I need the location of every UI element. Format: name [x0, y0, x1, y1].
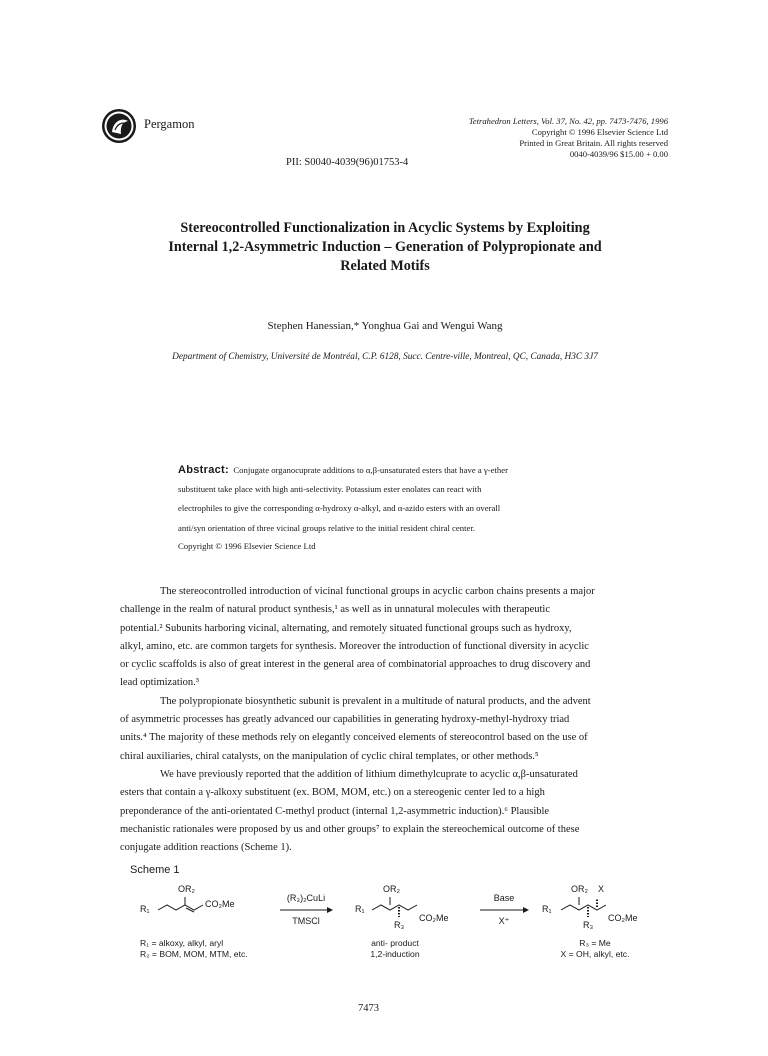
pergamon-logo-icon [101, 108, 137, 144]
abstract-label: Abstract: [178, 464, 229, 476]
page-number: 7473 [358, 1003, 379, 1014]
legend-right-line: X = OH, alkyl, etc. [560, 949, 630, 959]
body-line: The stereocontrolled introduction of vicinal functional groups in acyclic carbon chains presents a major [160, 586, 595, 597]
int-co2me-label: CO₂Me [419, 913, 449, 923]
title-line: Internal 1,2-Asymmetric Induction – Generation of Polypropionate and [168, 239, 602, 255]
abstract-line: anti/syn orientation of three vicinal groups relative to the initial resident chiral center. [178, 522, 475, 533]
abstract-line: substituent take place with high anti-selectivity. Potassium ester enolates can react with [178, 484, 482, 495]
body-text [120, 583, 680, 857]
legend-left-line: R₂ = BOM, MOM, MTM, etc. [140, 949, 248, 959]
body-line: or cyclic scaffolds is also of great interest in the general area of combinatorial approaches to drug discovery and [120, 659, 591, 671]
body-line: units.⁴ The majority of these methods rely on elegantly conceived elements of stereocontrol based on the use of [120, 732, 588, 744]
affiliation: Department of Chemistry, Université de Montréal, C.P. 6128, Succ. Centre-ville, Montreal, QC, Canada, H3C 3J7 [172, 352, 598, 362]
prod-r1-label: R₁ [542, 904, 552, 914]
article-title [100, 219, 670, 276]
prod-or2-label: OR₂ [571, 884, 588, 894]
int-r3-label: R₃ [394, 920, 405, 930]
body-line: preponderance of the anti-orientated C-methyl product (internal 1,2-asymmetric induction).⁶ Plausible [120, 805, 550, 817]
title-line: Related Motifs [340, 258, 430, 274]
body-line: alkyl, amino, etc. are common targets for synthesis. Moreover the introduction of functional diversity in acyclic [120, 640, 589, 652]
pii-identifier: PII: S0040-4039(96)01753-4 [286, 157, 409, 168]
sm-r1-label: R₁ [140, 904, 150, 914]
prod-co2me-label: CO₂Me [608, 913, 638, 923]
body-line: The polypropionate biosynthetic subunit is prevalent in a multitude of natural products, and the advent [160, 695, 591, 707]
prod-x-label: X [598, 884, 605, 894]
int-or2-label: OR₂ [383, 884, 400, 894]
body-line: conjugate addition reactions (Scheme 1). [120, 842, 292, 854]
body-line: chiral auxiliaries, chiral catalysts, on the manipulation of cyclic chiral templates, or other methods.⁵ [120, 750, 539, 762]
journal-line: Printed in Great Britain. All rights reserved [519, 138, 668, 148]
journal-citation [420, 116, 668, 160]
legend-left-line: R₁ = alkoxy, alkyl, aryl [140, 938, 224, 948]
journal-line: 0040-4039/96 $15.00 + 0.00 [569, 149, 668, 159]
body-line: lead optimization.³ [120, 677, 199, 689]
abstract-copyright: Copyright © 1996 Elsevier Science Ltd [178, 541, 316, 551]
journal-line: Tetrahedron Letters, Vol. 37, No. 42, pp. 7473-7476, 1996 [468, 116, 668, 126]
legend-mid-line: anti- product [371, 938, 419, 948]
journal-line: Copyright © 1996 Elsevier Science Ltd [531, 127, 668, 137]
legend-mid-line: 1,2-induction [370, 949, 420, 959]
scheme-1-diagram [130, 874, 690, 974]
abstract-line: Conjugate organocuprate additions to α,β-unsaturated esters that have a γ-ether [233, 465, 508, 475]
legend-right-line: R₃ = Me [579, 938, 611, 948]
int-r1-label: R₁ [355, 904, 365, 914]
abstract-line: electrophiles to give the corresponding α-hydroxy α-alkyl, and α-azido esters with an overall [178, 503, 501, 514]
body-line: challenge in the realm of natural product synthesis,¹ as well as in unnatural molecules with therapeutic [120, 604, 551, 616]
body-line: mechanistic rationales were proposed by us and other groups⁷ to explain the stereochemical outcome of these [120, 823, 580, 835]
scheme-label: Scheme 1 [130, 864, 180, 876]
reagent-1-bottom: TMSCl [292, 916, 320, 926]
publisher-name: Pergamon [144, 117, 195, 131]
prod-r3-label: R₃ [583, 920, 594, 930]
abstract [178, 461, 598, 538]
title-line: Stereocontrolled Functionalization in Acyclic Systems by Exploiting [180, 220, 590, 236]
sm-co2me-label: CO₂Me [205, 899, 235, 909]
reagent-2-bottom: X⁺ [498, 916, 510, 926]
reagent-1-top: (R₃)₂CuLi [286, 893, 326, 903]
body-line: potential.² Subunits harboring vicinal, alternating, and remotely situated functional groups such as hydroxy, [120, 622, 572, 634]
authors: Stephen Hanessian,* Yonghua Gai and Wengui Wang [267, 320, 503, 332]
body-line: We have previously reported that the addition of lithium dimethylcuprate to acyclic α,β-unsaturated [160, 768, 578, 780]
reagent-2-top: Base [493, 893, 515, 903]
body-line: of asymmetric processes has greatly advanced our capabilities in generating hydroxy-methyl-hydroxy triad [120, 714, 570, 726]
body-line: esters that contain a γ-alkoxy substituent (ex. BOM, MOM, etc.) on a stereogenic center led to a high [120, 787, 545, 799]
sm-or2-label: OR₂ [178, 884, 195, 894]
